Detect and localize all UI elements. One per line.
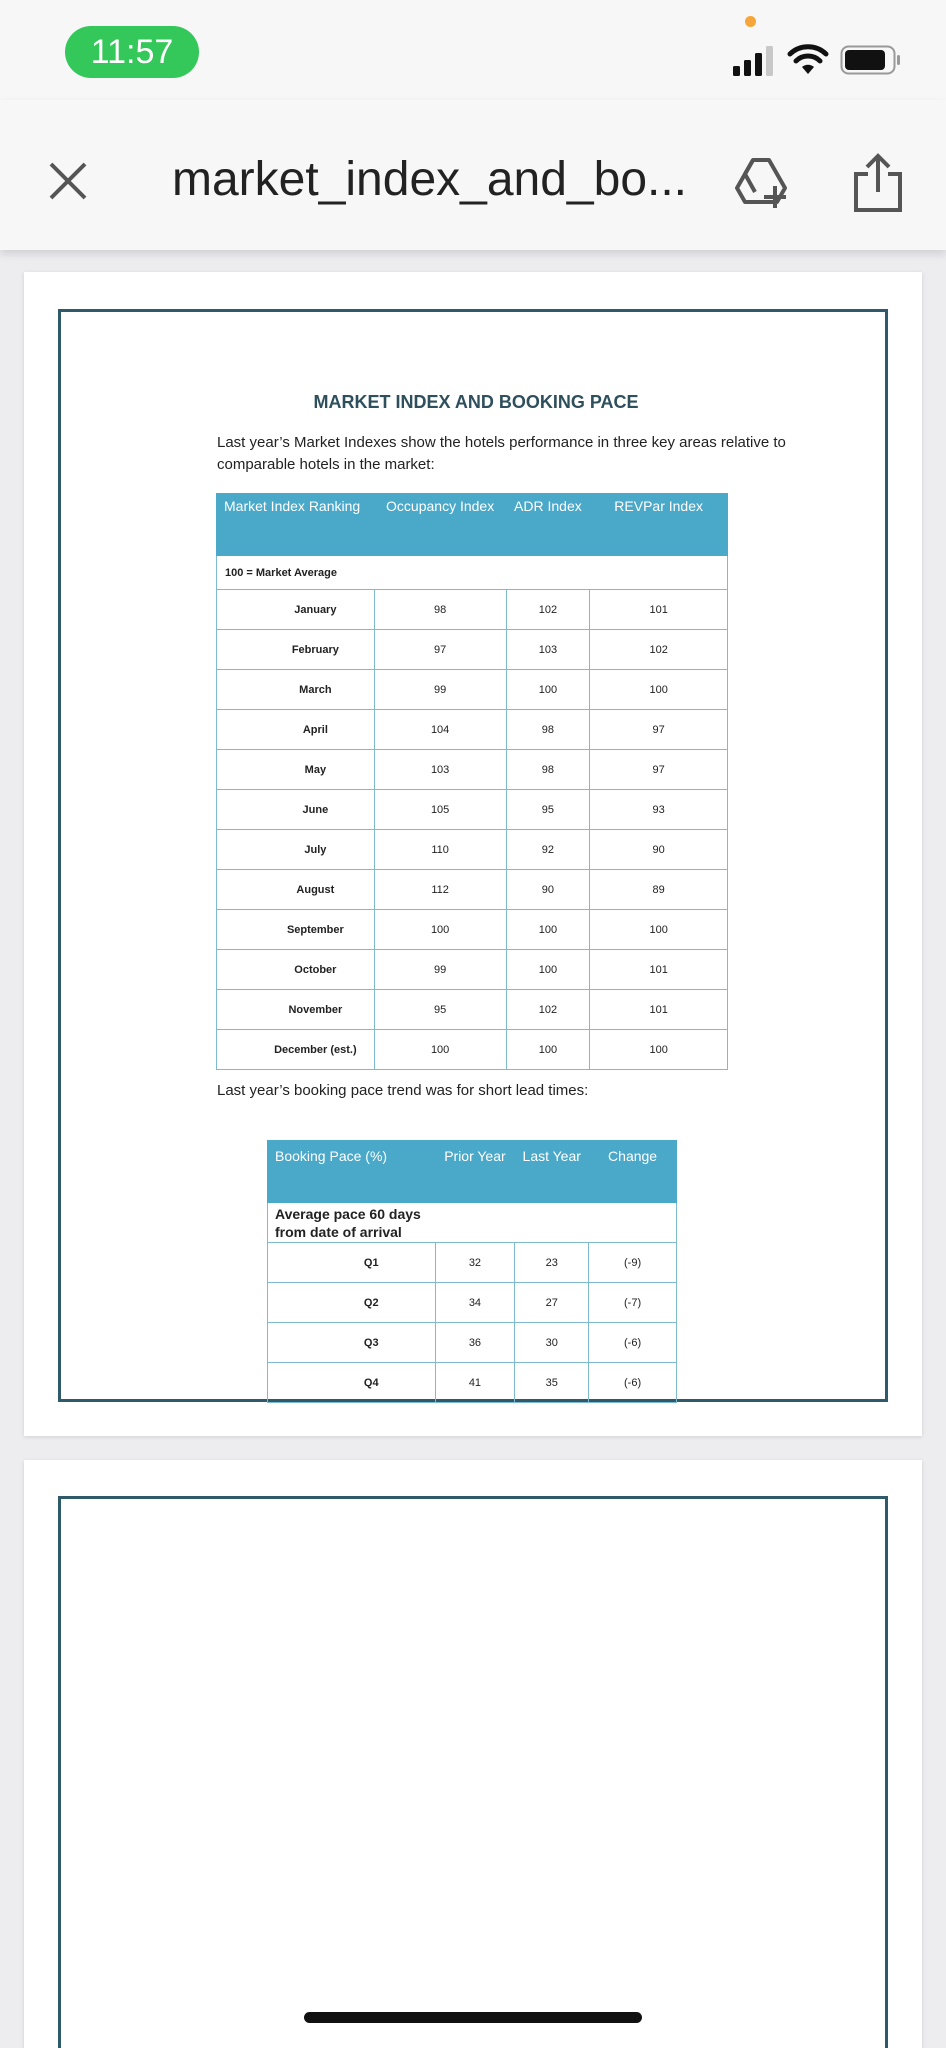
month-cell: June bbox=[217, 790, 375, 830]
month-cell: December (est.) bbox=[217, 1030, 375, 1070]
prior-year-cell: 34 bbox=[435, 1283, 515, 1323]
page-title: MARKET INDEX AND BOOKING PACE bbox=[313, 392, 639, 412]
market-index-table bbox=[216, 493, 728, 1070]
occupancy-cell: 98 bbox=[374, 590, 506, 630]
month-cell: October bbox=[217, 950, 375, 990]
table-row bbox=[217, 870, 728, 910]
adr-cell: 90 bbox=[506, 870, 590, 910]
quarter-cell: Q2 bbox=[268, 1283, 436, 1323]
close-icon[interactable] bbox=[45, 158, 91, 204]
table-row bbox=[268, 1243, 677, 1283]
month-cell: March bbox=[217, 670, 375, 710]
last-year-cell: 27 bbox=[515, 1283, 589, 1323]
battery-icon bbox=[840, 45, 902, 75]
column-header: Market Index Ranking bbox=[217, 494, 375, 556]
share-icon[interactable] bbox=[850, 152, 906, 214]
adr-cell: 100 bbox=[506, 950, 590, 990]
table-row bbox=[217, 990, 728, 1030]
adr-cell: 103 bbox=[506, 630, 590, 670]
booking-pace-intro: Last year’s booking pace trend was for short lead times: bbox=[217, 1082, 589, 1099]
column-header: REVPar Index bbox=[590, 494, 728, 556]
month-cell: February bbox=[217, 630, 375, 670]
occupancy-cell: 112 bbox=[374, 870, 506, 910]
table-row bbox=[217, 670, 728, 710]
quarter-cell: Q3 bbox=[268, 1323, 436, 1363]
change-cell: (-6) bbox=[589, 1363, 677, 1403]
revpar-cell: 100 bbox=[590, 670, 728, 710]
occupancy-cell: 110 bbox=[374, 830, 506, 870]
adr-cell: 98 bbox=[506, 750, 590, 790]
app-header bbox=[0, 100, 946, 250]
adr-cell: 102 bbox=[506, 590, 590, 630]
table-row bbox=[268, 1363, 677, 1403]
occupancy-cell: 97 bbox=[374, 630, 506, 670]
table-row bbox=[217, 910, 728, 950]
prior-year-cell: 36 bbox=[435, 1323, 515, 1363]
change-cell: (-9) bbox=[589, 1243, 677, 1283]
last-year-cell: 23 bbox=[515, 1243, 589, 1283]
occupancy-cell: 100 bbox=[374, 1030, 506, 1070]
quarter-cell: Q4 bbox=[268, 1363, 436, 1403]
column-header: ADR Index bbox=[506, 494, 590, 556]
revpar-cell: 97 bbox=[590, 710, 728, 750]
revpar-cell: 101 bbox=[590, 990, 728, 1030]
average-pace-label bbox=[268, 1203, 677, 1243]
column-header: Booking Pace (%) bbox=[268, 1141, 436, 1203]
market-average-label: 100 = Market Average bbox=[217, 556, 728, 590]
table-row bbox=[217, 950, 728, 990]
occupancy-cell: 105 bbox=[374, 790, 506, 830]
status-bar bbox=[0, 0, 946, 100]
table-row bbox=[217, 710, 728, 750]
table-row bbox=[217, 790, 728, 830]
last-year-cell: 30 bbox=[515, 1323, 589, 1363]
revpar-cell: 101 bbox=[590, 950, 728, 990]
wifi-icon bbox=[787, 44, 829, 76]
intro-paragraph: Last year’s Market Indexes show the hotels performance in three key areas relative to comparable hotels in the market: bbox=[217, 434, 786, 473]
revpar-cell: 100 bbox=[590, 910, 728, 950]
page-border bbox=[58, 309, 888, 1402]
month-cell: July bbox=[217, 830, 375, 870]
add-to-drive-icon[interactable] bbox=[733, 152, 791, 210]
table-row bbox=[268, 1283, 677, 1323]
document-page-1 bbox=[24, 272, 922, 1436]
table-row bbox=[217, 830, 728, 870]
prior-year-cell: 32 bbox=[435, 1243, 515, 1283]
column-header: Change bbox=[589, 1141, 677, 1203]
column-header: Occupancy Index bbox=[374, 494, 506, 556]
revpar-cell: 93 bbox=[590, 790, 728, 830]
adr-cell: 100 bbox=[506, 1030, 590, 1070]
month-cell: September bbox=[217, 910, 375, 950]
occupancy-cell: 95 bbox=[374, 990, 506, 1030]
quarter-cell: Q1 bbox=[268, 1243, 436, 1283]
adr-cell: 92 bbox=[506, 830, 590, 870]
privacy-indicator-icon bbox=[745, 16, 756, 27]
revpar-cell: 102 bbox=[590, 630, 728, 670]
occupancy-cell: 100 bbox=[374, 910, 506, 950]
month-cell: May bbox=[217, 750, 375, 790]
revpar-cell: 97 bbox=[590, 750, 728, 790]
document-title: market_index_and_bo... bbox=[172, 153, 688, 206]
change-cell: (-7) bbox=[589, 1283, 677, 1323]
change-cell: (-6) bbox=[589, 1323, 677, 1363]
table-row bbox=[217, 590, 728, 630]
home-indicator[interactable] bbox=[304, 2012, 642, 2023]
table-row bbox=[217, 750, 728, 790]
last-year-cell: 35 bbox=[515, 1363, 589, 1403]
document-page-2 bbox=[24, 1460, 922, 2048]
adr-cell: 95 bbox=[506, 790, 590, 830]
occupancy-cell: 104 bbox=[374, 710, 506, 750]
adr-cell: 100 bbox=[506, 910, 590, 950]
adr-cell: 102 bbox=[506, 990, 590, 1030]
column-header: Last Year bbox=[515, 1141, 589, 1203]
average-pace-text: Average pace 60 days from date of arrival bbox=[275, 1206, 421, 1240]
occupancy-cell: 103 bbox=[374, 750, 506, 790]
cellular-signal-icon bbox=[733, 44, 777, 76]
prior-year-cell: 41 bbox=[435, 1363, 515, 1403]
table-row bbox=[217, 1030, 728, 1070]
occupancy-cell: 99 bbox=[374, 950, 506, 990]
revpar-cell: 89 bbox=[590, 870, 728, 910]
status-time[interactable]: 11:57 bbox=[65, 26, 199, 78]
month-cell: November bbox=[217, 990, 375, 1030]
booking-pace-table bbox=[267, 1140, 677, 1403]
column-header: Prior Year bbox=[435, 1141, 515, 1203]
month-cell: January bbox=[217, 590, 375, 630]
month-cell: August bbox=[217, 870, 375, 910]
table-row bbox=[217, 630, 728, 670]
revpar-cell: 90 bbox=[590, 830, 728, 870]
adr-cell: 100 bbox=[506, 670, 590, 710]
revpar-cell: 101 bbox=[590, 590, 728, 630]
page-border bbox=[58, 1496, 888, 2048]
revpar-cell: 100 bbox=[590, 1030, 728, 1070]
occupancy-cell: 99 bbox=[374, 670, 506, 710]
adr-cell: 98 bbox=[506, 710, 590, 750]
table-row bbox=[268, 1323, 677, 1363]
month-cell: April bbox=[217, 710, 375, 750]
